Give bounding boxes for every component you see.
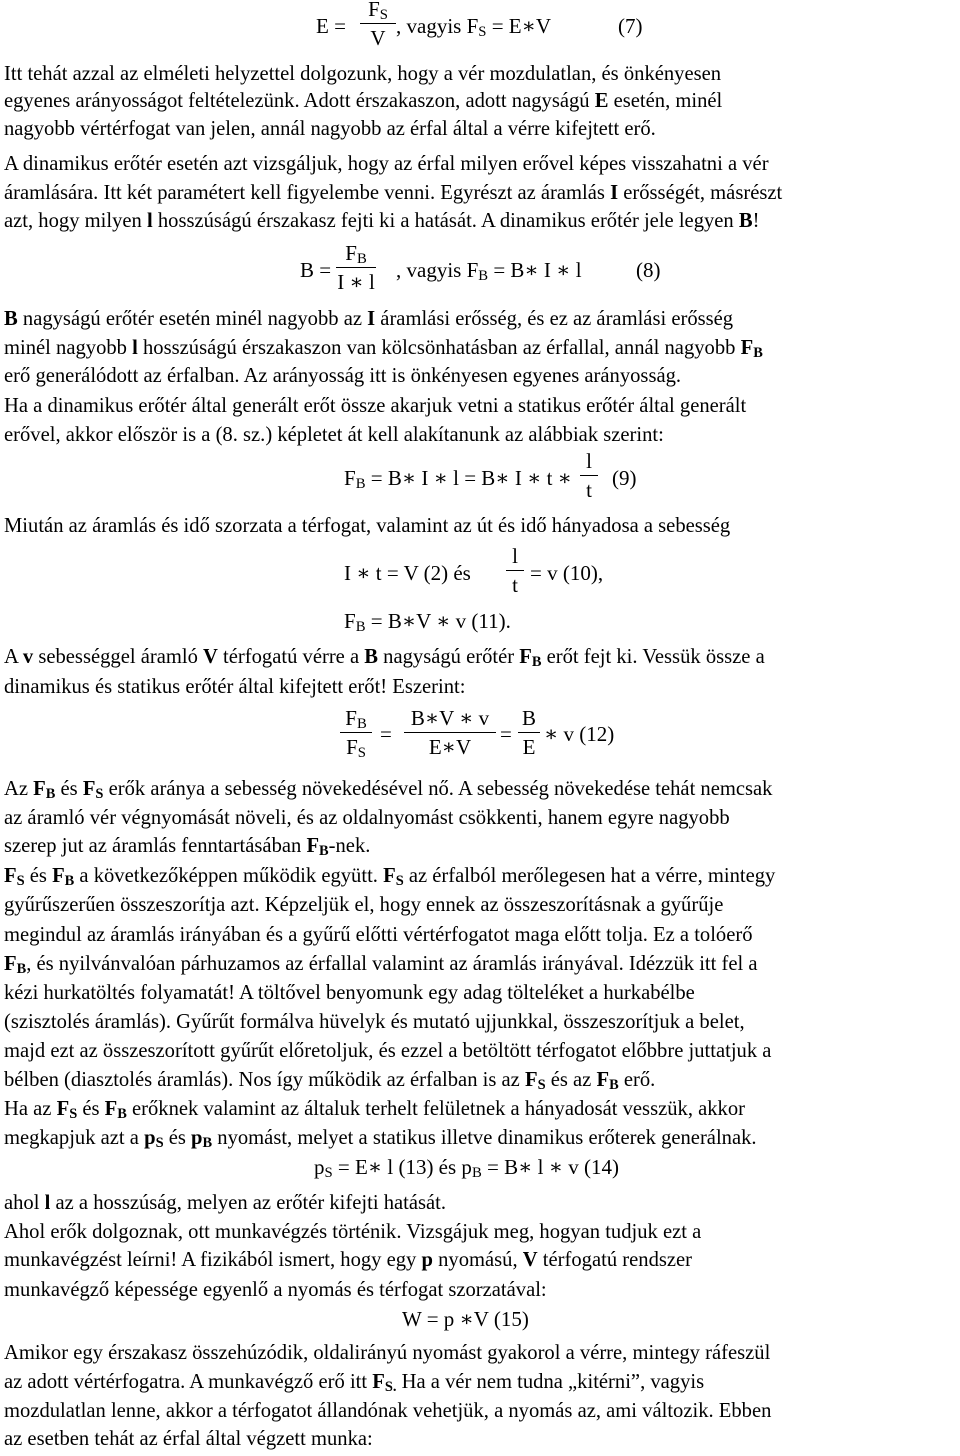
text-line: dinamikus és statikus erőtér által kifejtett erőt! Eszerint: bbox=[4, 676, 466, 698]
text-line: (szisztolés áramlás). Gyűrűt formálva hüvelyk és mutató ujjunkkal, összeszorítjuk a belet, bbox=[4, 1011, 745, 1033]
text-line: az adott vértérfogatra. A munkavégző erő itt $F_{S.}$ Ha a vér nem tudna „kitérni”, vagyis bbox=[4, 1371, 705, 1395]
eq7-fraction: $F_S$ V bbox=[360, 0, 396, 51]
text-line: Ha a dinamikus erőtér által generált erőt össze akarjuk vetni a statikus erőtér által generált bbox=[4, 395, 747, 417]
text-line: szerep jut az áramlás fenntartásában $F_B$-nek. bbox=[4, 835, 371, 859]
text-line: az áramló vér végnyomását növeli, és az oldalnyomást csökkenti, hanem egyre nagyobb bbox=[4, 807, 730, 829]
text-line: Amikor egy érszakasz összehúzódik, oldalirányú nyomást gyakorol a vérre, mintegy ráfeszül bbox=[4, 1342, 771, 1364]
text-line: megindul az áramlás irányában és a gyűrű előtti vértérfogatot maga előtt tolja. Ez a tolóerő bbox=[4, 924, 753, 946]
text-line: gyűrűszerűen összeszorítja azt. Képzeljük el, hogy ennek az összeszorításnak a gyűrűje bbox=[4, 894, 724, 916]
text-line: B nagyságú erőtér esetén minél nagyobb az I áramlási erősség, és ez az áramlási erősség bbox=[4, 308, 734, 330]
text-line: kézi hurkatöltés folyamatát! A töltővel benyomunk egy adag tölteléket a hurkabélbe bbox=[4, 982, 695, 1004]
text-line: $F_S$ és $F_B$ a következőképpen működik együtt. $F_S$ az érfalból merőlegesen hat a vérre, mintegy bbox=[4, 865, 776, 889]
eq7-label: (7) bbox=[618, 14, 643, 38]
text-line: nagyobb vértérfogat van jelen, annál nagyobb az érfal által a vérre kifejtett erő. bbox=[4, 118, 656, 140]
text-line: mozdulatlan lenne, akkor a térfogatot állandónak vehetjük, a nyomás az, ami változik. Ebben bbox=[4, 1400, 772, 1422]
text-line: A v sebességgel áramló V térfogatú vérre a B nagyságú erőtér $F_B$ erőt fejt ki. Vessük össze a bbox=[4, 646, 765, 670]
paragraph-3: Miután az áramlás és idő szorzata a térfogat, valamint az út és idő hányadosa a sebesség bbox=[4, 515, 731, 537]
text-line: majd ezt az összeszorított gyűrűt előretoljuk, és ezzel a betöltött térfogatot előbbre juttatjuk a bbox=[4, 1040, 772, 1062]
text-line: erővel, akkor először is a (8. sz.) képletet át kell alakítanunk az alábbiak szerint: bbox=[4, 424, 664, 446]
text-line: Ahol erők dolgoznak, ott munkavégzés történik. Vizsgájuk meg, hogyan tudjuk ezt a bbox=[4, 1221, 702, 1243]
eq7-lhs: E = bbox=[316, 14, 346, 38]
text-line: bélben (diasztolés áramlás). Nos így működik az érfalban is az $F_S$ és az $F_B$ erő. bbox=[4, 1069, 656, 1093]
text-line: az esetben tehát az érfal által végzett munka: bbox=[4, 1428, 373, 1450]
text-line: munkavégző képessége egyenlő a nyomás és térfogat szorzatával: bbox=[4, 1279, 547, 1301]
text-line: azt, hogy milyen l hosszúságú érszakasz fejti ki a hatását. A dinamikus erőtér jele legyen B! bbox=[4, 210, 760, 232]
text-line: erő generálódott az érfalban. Az arányosság itt is önkényesen egyenes arányosság. bbox=[4, 365, 682, 387]
text-line: egyenes arányosságot feltételezünk. Adott érszakaszon, adott nagyságú E esetén, minél bbox=[4, 90, 723, 112]
text-line: minél nagyobb l hosszúságú érszakaszon van kölcsönhatásban az érfallal, annál nagyobb $F_B$ bbox=[4, 337, 763, 361]
text-line: $F_B$, és nyilvánvalóan párhuzamos az érfallal valamint az áramlás irányával. Idézzük itt fel a bbox=[4, 953, 758, 977]
text-line: munkavégzést leírni! A fizikából ismert, hogy egy p nyomású, V térfogatú rendszer bbox=[4, 1249, 693, 1271]
equation-15: W = p ∗V (15) bbox=[402, 1307, 529, 1331]
text-line: Az $F_B$ és $F_S$ erők aránya a sebesség növekedésével nő. A sebesség növekedése tehát nemcsak bbox=[4, 778, 773, 802]
text-line: Itt tehát azzal az elméleti helyzettel dolgozunk, hogy a vér mozdulatlan, és önkényesen bbox=[4, 63, 722, 85]
text-line: ahol l az a hosszúság, melyen az erőtér kifejti hatását. bbox=[4, 1192, 447, 1214]
text-line: megkapjuk azt a $p_S$ és $p_B$ nyomást, melyet a statikus illetve dinamikus erőterek generálnak. bbox=[4, 1127, 757, 1151]
text-line: A dinamikus erőtér esetén azt vizsgáljuk, hogy az érfal milyen erővel képes visszahatni a vér bbox=[4, 153, 769, 175]
document-page: E = $F_S$ V , vagyis $F_S$ = E∗V (7) Itt tehát azzal az elméleti helyzettel dolgozunk, hogy a vér mozdulatlan, és önkényesen egyenes arányosságot feltételezünk. Adott érszakaszon, adott nagyságú E esetén, minél nagyobb vértérfogat van jelen, annál nagyobb az érfal által a vérre kifejtett erő. A dinamikus erőtér esetén azt vizsgáljuk, hogy az érfal milyen erővel képes visszahatni a vér áramlására. Itt két paramétert kell figyelembe venni. Egyrészt az áramlás I erősségét, másrészt azt, hogy milyen l hosszúságú érszakasz fejti ki a hatását. A dinamikus erőtér jele legyen B! B = $F_B$ I ∗ l , vagyis $F_B$ = B∗ I ∗ l (8) B nagyságú erőtér esetén minél nagyobb az I áramlási erősség, és ez az áramlási erősség minél nagyobb l hosszúságú érszakaszon van kölcsönhatásban az érfallal, annál nagyobb $F_B$ erő generálódott az érfalban. Az arányosság itt is önkényesen egyenes arányosság. Ha a dinamikus erőtér által generált erőt össze akarjuk vetni a statikus erőtér által generált erővel, akkor először is a (8. sz.) képletet át kell alakítanunk az alábbiak szerint: $F_B$ = B∗ I ∗ l = B∗ I ∗ t ∗ l t (9) Miután az áramlás és idő szorzata a térfogat, valamint az út és idő hányadosa a sebesség I ∗ t = V (2) és l t = v (10), $F_B$ = B∗V ∗ v (11). A v sebességgel áramló V térfogatú vérre a B nagyságú erőtér $F_B$ erőt fejt ki. Vessük össze a dinamikus és statikus erőtér által kifejtett erőt! Eszerint: $F_B$ $F_S$ = B∗V ∗ v E∗V = B E ∗ v (12) Az $F_B$ és $F_S$ erők aránya a sebesség növekedésével nő. A sebesség növekedése tehát nemcsak az áramló vér végnyomását növeli, és az oldalnyomást csökkenti, hanem egyre nagyobb szerep jut az áramlás fenntartásában $F_B$-nek. $F_S$ és $F_B$ a következőképpen működik együtt. $F_S$ az érfalból merőlegesen hat a vérre, mintegy gyűrűszerűen összeszorítja azt. Képzeljük el, hogy ennek az összeszorításnak a gyűrűje megindul az áramlás irányában és a gyűrű előtti vértérfogatot maga előtt tolja. Ez a tolóerő $F_B$, és nyilvánvalóan párhuzamos az érfallal valamint az áramlás irányával. Idézzük itt fel a kézi hurkatöltés folyamatát! A töltővel benyomunk egy adag tölteléket a hurkabélbe (szisztolés áramlás). Gyűrűt formálva hüvelyk és mutató ujjunkkal, összeszorítjuk a belet, majd ezt az összeszorított gyűrűt előretoljuk, és ezzel a betöltött térfogatot előbbre juttatjuk a bélben (diasztolés áramlás). Nos így működik az érfalban is az $F_S$ és az $F_B$ erő. Ha az $F_S$ és $F_B$ erőknek valamint az általuk terhelt felületnek a hányadosát vesszük, akkor megkapjuk azt a $p_S$ és $p_B$ nyomást, melyet a statikus illetve dinamikus erőterek generálnak. $p_S$ = E∗ l (13) és $p_B$ = B∗ l ∗ v (14) ahol l az a hosszúság, melyen az erőtér kifejti hatását. Ahol erők dolgoznak, ott munkavégzés történik. Vizsgájuk meg, hogyan tudjuk ezt a munkavégzést leírni! A fizikából ismert, hogy egy p nyomású, V térfogatú rendszer munkavégző képessége egyenlő a nyomás és térfogat szorzatával: W = p ∗V (15) Amikor egy érszakasz összehúzódik, oldalirányú nyomást gyakorol a vérre, mintegy ráfeszül az adott vértérfogatra. A munkavégző erő itt $F_{S.}$ Ha a vér nem tudna „kitérni”, vagyis mozdulatlan lenne, akkor a térfogatot állandónak vehetjük, a nyomás az, ami változik. Ebben az esetben tehát az érfal által végzett munka: bbox=[0, 0, 960, 1456]
text-line: áramlására. Itt két paramétert kell figyelembe venni. Egyrészt az áramlás I erősségét, másrészt bbox=[4, 182, 783, 204]
text-line: Ha az $F_S$ és $F_B$ erőknek valamint az általuk terhelt felületnek a hányadosát vesszük, akkor bbox=[4, 1098, 746, 1122]
